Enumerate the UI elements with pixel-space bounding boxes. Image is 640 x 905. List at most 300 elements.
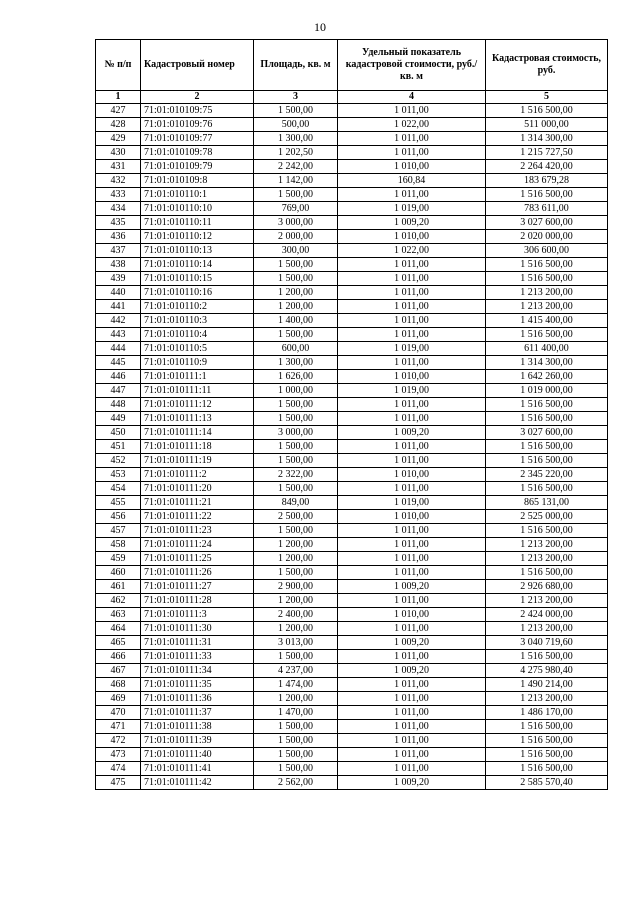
- area-cell: 1 500,00: [254, 734, 338, 748]
- specific-value-cell: 1 009,20: [338, 580, 486, 594]
- row-number-cell: 458: [96, 538, 141, 552]
- row-number-cell: 473: [96, 748, 141, 762]
- table-row: [96, 664, 608, 678]
- specific-value-cell: 1 010,00: [338, 510, 486, 524]
- row-number-cell: 456: [96, 510, 141, 524]
- cadastral-number-cell: 71:01:010111:33: [141, 650, 254, 664]
- area-cell: 1 500,00: [254, 762, 338, 776]
- cadastral-value-cell: 1 516 500,00: [486, 524, 608, 538]
- table-row: [96, 552, 608, 566]
- column-number: 2: [141, 91, 254, 104]
- cadastral-number-cell: 71:01:010111:37: [141, 706, 254, 720]
- cadastral-number-cell: 71:01:010110:16: [141, 286, 254, 300]
- area-cell: 300,00: [254, 244, 338, 258]
- cadastral-value-cell: 611 400,00: [486, 342, 608, 356]
- table-row: [96, 412, 608, 426]
- row-number-cell: 474: [96, 762, 141, 776]
- table-row: [96, 678, 608, 692]
- specific-value-cell: 1 011,00: [338, 454, 486, 468]
- area-cell: 2 322,00: [254, 468, 338, 482]
- row-number-cell: 441: [96, 300, 141, 314]
- area-cell: 1 200,00: [254, 552, 338, 566]
- cadastral-number-cell: 71:01:010110:12: [141, 230, 254, 244]
- cadastral-value-cell: 3 027 600,00: [486, 426, 608, 440]
- cadastral-number-cell: 71:01:010111:3: [141, 608, 254, 622]
- cadastral-value-cell: 2 585 570,40: [486, 776, 608, 790]
- table-row: [96, 524, 608, 538]
- specific-value-cell: 1 011,00: [338, 552, 486, 566]
- specific-value-cell: 1 009,20: [338, 776, 486, 790]
- cadastral-value-cell: 1 516 500,00: [486, 566, 608, 580]
- specific-value-cell: 1 010,00: [338, 608, 486, 622]
- specific-value-cell: 1 011,00: [338, 104, 486, 118]
- cadastral-value-cell: 1 516 500,00: [486, 650, 608, 664]
- row-number-cell: 450: [96, 426, 141, 440]
- cadastral-number-cell: 71:01:010111:40: [141, 748, 254, 762]
- cadastral-number-cell: 71:01:010111:38: [141, 720, 254, 734]
- table-row: [96, 300, 608, 314]
- table-row: [96, 706, 608, 720]
- specific-value-cell: 1 011,00: [338, 748, 486, 762]
- row-number-cell: 444: [96, 342, 141, 356]
- table-body: [96, 104, 608, 790]
- header-cadastral-number: Кадастровый номер: [141, 40, 254, 91]
- cadastral-value-cell: 1 516 500,00: [486, 188, 608, 202]
- cadastral-value-cell: 2 525 000,00: [486, 510, 608, 524]
- area-cell: 1 500,00: [254, 412, 338, 426]
- cadastral-number-cell: 71:01:010111:28: [141, 594, 254, 608]
- table-row: [96, 370, 608, 384]
- cadastral-value-cell: 1 314 300,00: [486, 356, 608, 370]
- table-row: [96, 510, 608, 524]
- cadastral-number-cell: 71:01:010111:39: [141, 734, 254, 748]
- specific-value-cell: 1 011,00: [338, 734, 486, 748]
- cadastral-value-cell: 1 516 500,00: [486, 720, 608, 734]
- cadastral-value-cell: 1 516 500,00: [486, 482, 608, 496]
- cadastral-value-cell: 2 926 680,00: [486, 580, 608, 594]
- row-number-cell: 461: [96, 580, 141, 594]
- table-row: [96, 174, 608, 188]
- row-number-cell: 445: [96, 356, 141, 370]
- area-cell: 849,00: [254, 496, 338, 510]
- area-cell: 2 500,00: [254, 510, 338, 524]
- cadastral-number-cell: 71:01:010110:1: [141, 188, 254, 202]
- row-number-cell: 460: [96, 566, 141, 580]
- cadastral-value-cell: 1 516 500,00: [486, 734, 608, 748]
- column-number: 4: [338, 91, 486, 104]
- specific-value-cell: 1 011,00: [338, 300, 486, 314]
- cadastral-value-table: [95, 39, 608, 790]
- cadastral-value-cell: 1 516 500,00: [486, 328, 608, 342]
- specific-value-cell: 1 011,00: [338, 356, 486, 370]
- area-cell: 1 500,00: [254, 272, 338, 286]
- cadastral-number-cell: 71:01:010111:13: [141, 412, 254, 426]
- cadastral-value-cell: 865 131,00: [486, 496, 608, 510]
- row-number-cell: 433: [96, 188, 141, 202]
- table-row: [96, 230, 608, 244]
- table-row: [96, 580, 608, 594]
- area-cell: 1 200,00: [254, 692, 338, 706]
- cadastral-number-cell: 71:01:010111:21: [141, 496, 254, 510]
- row-number-cell: 443: [96, 328, 141, 342]
- cadastral-value-cell: 1 213 200,00: [486, 692, 608, 706]
- cadastral-number-cell: 71:01:010109:8: [141, 174, 254, 188]
- header-cadastral-value: Кадастровая стоимость, руб.: [486, 40, 608, 91]
- table-row: [96, 146, 608, 160]
- cadastral-value-cell: 1 516 500,00: [486, 412, 608, 426]
- specific-value-cell: 1 010,00: [338, 160, 486, 174]
- cadastral-number-cell: 71:01:010110:3: [141, 314, 254, 328]
- specific-value-cell: 1 022,00: [338, 244, 486, 258]
- specific-value-cell: 1 011,00: [338, 720, 486, 734]
- row-number-cell: 434: [96, 202, 141, 216]
- cadastral-number-cell: 71:01:010111:11: [141, 384, 254, 398]
- cadastral-number-cell: 71:01:010111:36: [141, 692, 254, 706]
- cadastral-number-cell: 71:01:010111:1: [141, 370, 254, 384]
- cadastral-value-cell: 1 516 500,00: [486, 104, 608, 118]
- cadastral-value-cell: 2 264 420,00: [486, 160, 608, 174]
- cadastral-number-cell: 71:01:010110:15: [141, 272, 254, 286]
- specific-value-cell: 1 009,20: [338, 216, 486, 230]
- cadastral-value-cell: 511 000,00: [486, 118, 608, 132]
- row-number-cell: 428: [96, 118, 141, 132]
- area-cell: 2 562,00: [254, 776, 338, 790]
- table-row: [96, 244, 608, 258]
- area-cell: 2 900,00: [254, 580, 338, 594]
- cadastral-value-cell: 183 679,28: [486, 174, 608, 188]
- cadastral-value-cell: 1 213 200,00: [486, 300, 608, 314]
- table-header: [96, 40, 608, 104]
- area-cell: 1 200,00: [254, 286, 338, 300]
- row-number-cell: 436: [96, 230, 141, 244]
- row-number-cell: 431: [96, 160, 141, 174]
- row-number-cell: 452: [96, 454, 141, 468]
- area-cell: 1 500,00: [254, 482, 338, 496]
- area-cell: 1 626,00: [254, 370, 338, 384]
- specific-value-cell: 1 011,00: [338, 482, 486, 496]
- row-number-cell: 438: [96, 258, 141, 272]
- row-number-cell: 454: [96, 482, 141, 496]
- cadastral-number-cell: 71:01:010111:41: [141, 762, 254, 776]
- table-row: [96, 272, 608, 286]
- row-number-cell: 439: [96, 272, 141, 286]
- cadastral-value-cell: 4 275 980,40: [486, 664, 608, 678]
- cadastral-number-cell: 71:01:010111:23: [141, 524, 254, 538]
- area-cell: 3 013,00: [254, 636, 338, 650]
- area-cell: 1 202,50: [254, 146, 338, 160]
- specific-value-cell: 1 011,00: [338, 762, 486, 776]
- cadastral-number-cell: 71:01:010111:24: [141, 538, 254, 552]
- row-number-cell: 471: [96, 720, 141, 734]
- table-row: [96, 538, 608, 552]
- table-row: [96, 118, 608, 132]
- row-number-cell: 467: [96, 664, 141, 678]
- table-row: [96, 356, 608, 370]
- cadastral-number-cell: 71:01:010110:13: [141, 244, 254, 258]
- cadastral-number-cell: 71:01:010111:42: [141, 776, 254, 790]
- cadastral-value-cell: 1 314 300,00: [486, 132, 608, 146]
- table-row: [96, 762, 608, 776]
- area-cell: 1 500,00: [254, 566, 338, 580]
- cadastral-value-cell: 1 516 500,00: [486, 258, 608, 272]
- table-row: [96, 258, 608, 272]
- area-cell: 1 200,00: [254, 594, 338, 608]
- cadastral-value-cell: 1 019 000,00: [486, 384, 608, 398]
- specific-value-cell: 1 010,00: [338, 370, 486, 384]
- specific-value-cell: 1 011,00: [338, 538, 486, 552]
- cadastral-number-cell: 71:01:010111:34: [141, 664, 254, 678]
- row-number-cell: 462: [96, 594, 141, 608]
- row-number-cell: 440: [96, 286, 141, 300]
- cadastral-value-cell: 3 040 719,60: [486, 636, 608, 650]
- column-number: 5: [486, 91, 608, 104]
- row-number-cell: 437: [96, 244, 141, 258]
- row-number-cell: 459: [96, 552, 141, 566]
- specific-value-cell: 1 011,00: [338, 524, 486, 538]
- row-number-cell: 472: [96, 734, 141, 748]
- specific-value-cell: 1 009,20: [338, 664, 486, 678]
- specific-value-cell: 1 011,00: [338, 594, 486, 608]
- area-cell: 2 242,00: [254, 160, 338, 174]
- area-cell: 1 200,00: [254, 300, 338, 314]
- cadastral-number-cell: 71:01:010109:79: [141, 160, 254, 174]
- row-number-cell: 466: [96, 650, 141, 664]
- area-cell: 1 142,00: [254, 174, 338, 188]
- table-row: [96, 454, 608, 468]
- area-cell: 1 400,00: [254, 314, 338, 328]
- cadastral-value-cell: 1 213 200,00: [486, 538, 608, 552]
- cadastral-value-cell: 1 516 500,00: [486, 398, 608, 412]
- cadastral-value-cell: 1 516 500,00: [486, 748, 608, 762]
- specific-value-cell: 1 009,20: [338, 426, 486, 440]
- specific-value-cell: 1 011,00: [338, 706, 486, 720]
- cadastral-number-cell: 71:01:010110:14: [141, 258, 254, 272]
- header-area: Площадь, кв. м: [254, 40, 338, 91]
- area-cell: 1 300,00: [254, 356, 338, 370]
- specific-value-cell: 1 011,00: [338, 692, 486, 706]
- row-number-cell: 468: [96, 678, 141, 692]
- row-number-cell: 448: [96, 398, 141, 412]
- area-cell: 1 000,00: [254, 384, 338, 398]
- specific-value-cell: 1 011,00: [338, 328, 486, 342]
- table-row: [96, 482, 608, 496]
- area-cell: 1 474,00: [254, 678, 338, 692]
- cadastral-value-cell: 2 020 000,00: [486, 230, 608, 244]
- table-row: [96, 622, 608, 636]
- table-row: [96, 216, 608, 230]
- table-row: [96, 384, 608, 398]
- row-number-cell: 447: [96, 384, 141, 398]
- column-number: 3: [254, 91, 338, 104]
- row-number-cell: 457: [96, 524, 141, 538]
- area-cell: 1 500,00: [254, 720, 338, 734]
- cadastral-number-cell: 71:01:010110:11: [141, 216, 254, 230]
- cadastral-number-cell: 71:01:010111:27: [141, 580, 254, 594]
- cadastral-number-cell: 71:01:010111:2: [141, 468, 254, 482]
- specific-value-cell: 1 011,00: [338, 188, 486, 202]
- cadastral-value-cell: 1 415 400,00: [486, 314, 608, 328]
- column-number: 1: [96, 91, 141, 104]
- area-cell: 1 500,00: [254, 748, 338, 762]
- specific-value-cell: 1 019,00: [338, 342, 486, 356]
- specific-value-cell: 1 011,00: [338, 272, 486, 286]
- table-row: [96, 636, 608, 650]
- row-number-cell: 451: [96, 440, 141, 454]
- cadastral-number-cell: 71:01:010111:30: [141, 622, 254, 636]
- cadastral-value-cell: 2 424 000,00: [486, 608, 608, 622]
- table-row: [96, 594, 608, 608]
- table-row: [96, 328, 608, 342]
- table-row: [96, 650, 608, 664]
- specific-value-cell: 1 011,00: [338, 678, 486, 692]
- header-specific-value: Удельный показатель кадастровой стоимости, руб./кв. м: [338, 40, 486, 91]
- table-row: [96, 314, 608, 328]
- table-row: [96, 440, 608, 454]
- specific-value-cell: 1 011,00: [338, 146, 486, 160]
- area-cell: 2 400,00: [254, 608, 338, 622]
- row-number-cell: 446: [96, 370, 141, 384]
- row-number-cell: 449: [96, 412, 141, 426]
- cadastral-value-cell: 1 486 170,00: [486, 706, 608, 720]
- table-row: [96, 608, 608, 622]
- specific-value-cell: 1 011,00: [338, 566, 486, 580]
- area-cell: 769,00: [254, 202, 338, 216]
- row-number-cell: 455: [96, 496, 141, 510]
- cadastral-value-cell: 306 600,00: [486, 244, 608, 258]
- area-cell: 600,00: [254, 342, 338, 356]
- cadastral-value-cell: 1 490 214,00: [486, 678, 608, 692]
- specific-value-cell: 1 011,00: [338, 286, 486, 300]
- area-cell: 3 000,00: [254, 426, 338, 440]
- area-cell: 2 000,00: [254, 230, 338, 244]
- area-cell: 1 500,00: [254, 328, 338, 342]
- row-number-cell: 469: [96, 692, 141, 706]
- area-cell: 1 500,00: [254, 104, 338, 118]
- table-row: [96, 398, 608, 412]
- specific-value-cell: 1 010,00: [338, 468, 486, 482]
- area-cell: 1 500,00: [254, 258, 338, 272]
- row-number-cell: 465: [96, 636, 141, 650]
- area-cell: 1 500,00: [254, 650, 338, 664]
- cadastral-number-cell: 71:01:010109:78: [141, 146, 254, 160]
- area-cell: 1 200,00: [254, 538, 338, 552]
- table-row: [96, 720, 608, 734]
- cadastral-number-cell: 71:01:010111:22: [141, 510, 254, 524]
- column-numbers-row: [96, 91, 608, 104]
- cadastral-value-cell: 1 516 500,00: [486, 762, 608, 776]
- area-cell: 1 500,00: [254, 440, 338, 454]
- row-number-cell: 470: [96, 706, 141, 720]
- cadastral-value-cell: 1 213 200,00: [486, 594, 608, 608]
- cadastral-number-cell: 71:01:010110:5: [141, 342, 254, 356]
- cadastral-number-cell: 71:01:010111:20: [141, 482, 254, 496]
- header-row: [96, 40, 608, 91]
- area-cell: 1 470,00: [254, 706, 338, 720]
- cadastral-number-cell: 71:01:010111:14: [141, 426, 254, 440]
- cadastral-number-cell: 71:01:010111:31: [141, 636, 254, 650]
- cadastral-value-cell: 2 345 220,00: [486, 468, 608, 482]
- area-cell: 1 500,00: [254, 398, 338, 412]
- cadastral-value-cell: 1 213 200,00: [486, 622, 608, 636]
- specific-value-cell: 1 019,00: [338, 384, 486, 398]
- row-number-cell: 442: [96, 314, 141, 328]
- table-row: [96, 426, 608, 440]
- table-row: [96, 286, 608, 300]
- specific-value-cell: 1 011,00: [338, 650, 486, 664]
- table-row: [96, 734, 608, 748]
- cadastral-number-cell: 71:01:010110:9: [141, 356, 254, 370]
- cadastral-value-cell: 783 611,00: [486, 202, 608, 216]
- specific-value-cell: 1 011,00: [338, 440, 486, 454]
- cadastral-number-cell: 71:01:010111:19: [141, 454, 254, 468]
- cadastral-value-cell: 1 516 500,00: [486, 440, 608, 454]
- area-cell: 3 000,00: [254, 216, 338, 230]
- area-cell: 500,00: [254, 118, 338, 132]
- table-row: [96, 692, 608, 706]
- specific-value-cell: 1 011,00: [338, 622, 486, 636]
- area-cell: 1 300,00: [254, 132, 338, 146]
- specific-value-cell: 1 011,00: [338, 412, 486, 426]
- specific-value-cell: 1 011,00: [338, 132, 486, 146]
- cadastral-number-cell: 71:01:010111:25: [141, 552, 254, 566]
- specific-value-cell: 1 019,00: [338, 496, 486, 510]
- specific-value-cell: 160,84: [338, 174, 486, 188]
- table-row: [96, 496, 608, 510]
- row-number-cell: 453: [96, 468, 141, 482]
- cadastral-number-cell: 71:01:010111:26: [141, 566, 254, 580]
- cadastral-number-cell: 71:01:010111:18: [141, 440, 254, 454]
- row-number-cell: 430: [96, 146, 141, 160]
- cadastral-number-cell: 71:01:010110:2: [141, 300, 254, 314]
- header-row-number: № п/п: [96, 40, 141, 91]
- specific-value-cell: 1 019,00: [338, 202, 486, 216]
- row-number-cell: 463: [96, 608, 141, 622]
- table-row: [96, 566, 608, 580]
- table-row: [96, 342, 608, 356]
- table-row: [96, 188, 608, 202]
- cadastral-number-cell: 71:01:010110:10: [141, 202, 254, 216]
- table-row: [96, 202, 608, 216]
- specific-value-cell: 1 011,00: [338, 398, 486, 412]
- cadastral-number-cell: 71:01:010109:77: [141, 132, 254, 146]
- area-cell: 1 200,00: [254, 622, 338, 636]
- table-row: [96, 468, 608, 482]
- table-row: [96, 748, 608, 762]
- specific-value-cell: 1 011,00: [338, 314, 486, 328]
- cadastral-value-cell: 3 027 600,00: [486, 216, 608, 230]
- cadastral-number-cell: 71:01:010109:75: [141, 104, 254, 118]
- table-row: [96, 132, 608, 146]
- cadastral-number-cell: 71:01:010109:76: [141, 118, 254, 132]
- area-cell: 1 500,00: [254, 188, 338, 202]
- cadastral-number-cell: 71:01:010111:35: [141, 678, 254, 692]
- cadastral-value-cell: 1 213 200,00: [486, 552, 608, 566]
- specific-value-cell: 1 011,00: [338, 258, 486, 272]
- row-number-cell: 427: [96, 104, 141, 118]
- cadastral-number-cell: 71:01:010110:4: [141, 328, 254, 342]
- table-row: [96, 104, 608, 118]
- table-row: [96, 160, 608, 174]
- row-number-cell: 429: [96, 132, 141, 146]
- specific-value-cell: 1 022,00: [338, 118, 486, 132]
- row-number-cell: 435: [96, 216, 141, 230]
- specific-value-cell: 1 009,20: [338, 636, 486, 650]
- area-cell: 4 237,00: [254, 664, 338, 678]
- cadastral-value-cell: 1 213 200,00: [486, 286, 608, 300]
- cadastral-number-cell: 71:01:010111:12: [141, 398, 254, 412]
- cadastral-value-cell: 1 642 260,00: [486, 370, 608, 384]
- cadastral-value-cell: 1 516 500,00: [486, 272, 608, 286]
